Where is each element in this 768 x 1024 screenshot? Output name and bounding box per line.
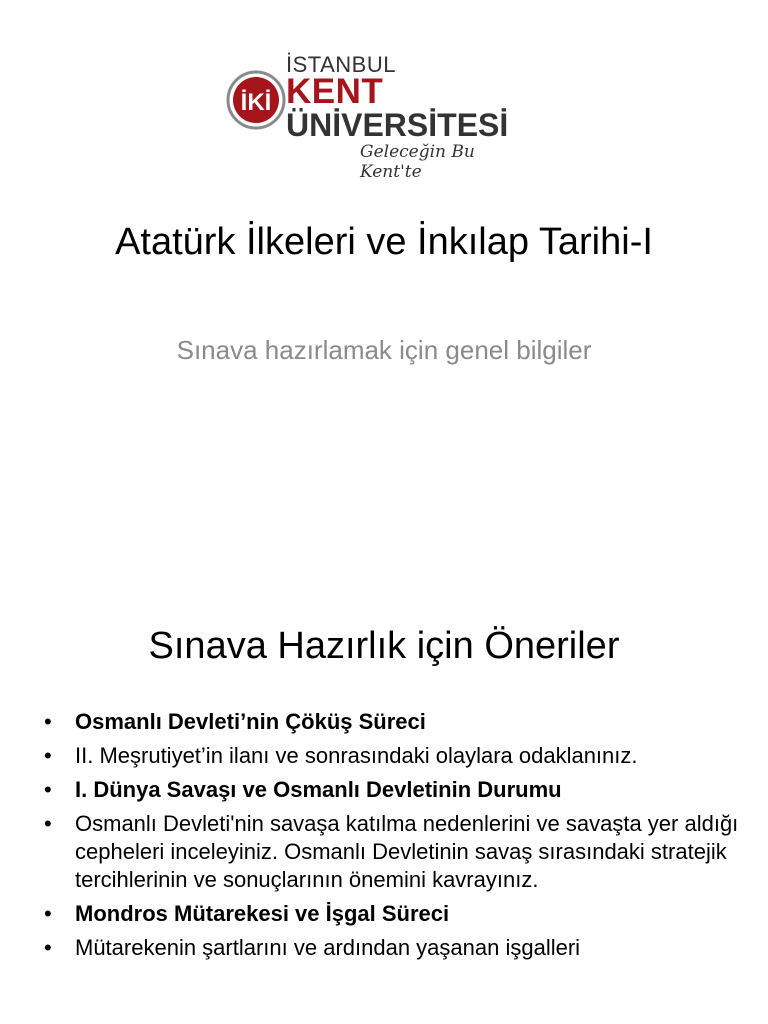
emblem-letters: İKİ [240,89,272,116]
list-item-text: Mondros Mütarekesi ve İşgal Süreci [75,901,450,926]
logo-kent-text: KENT [286,72,384,111]
list-item-text: Osmanlı Devleti'nin savaşa katılma nedenlerini ve savaşta yer aldığı cepheleri inceleyiniz. Osmanlı Devletinin savaş sırasındaki stratejik tercihlerinin ve sonuçlarının önemini kavrayınız. [75,811,739,892]
logo-city-text: İSTANBUL [286,52,396,77]
bullet-icon: • [44,743,52,768]
bullet-icon: • [44,811,52,836]
list-item-text: I. Dünya Savaşı ve Osmanlı Devletinin Durumu [75,777,562,802]
list-item [44,776,744,804]
recommendations-list [44,708,744,968]
slide-subtitle: Sınava hazırlamak için genel bilgiler [176,335,592,365]
list-item-text: Mütarekenin şartlarını ve ardından yaşanan işgalleri [75,935,581,960]
logo-university-text: ÜNİVERSİTESİ [286,107,509,143]
logo-tagline: Geleceğin Bu Kent'te [360,142,475,182]
list-item [44,934,744,962]
list-item [44,708,744,736]
bullet-icon: • [44,709,52,734]
list-item-text: Osmanlı Devleti’nin Çöküş Süreci [75,709,426,734]
recommendations-title: Sınava Hazırlık için Öneriler [148,625,620,667]
bullet-icon: • [44,777,52,802]
bullet-icon: • [44,901,52,926]
list-item [44,810,744,894]
list-item-text: II. Meşrutiyet’in ilanı ve sonrasındaki olaylara odaklanınız. [75,743,638,768]
list-item [44,900,744,928]
slide-title: Atatürk İlkeleri ve İnkılap Tarihi-I [115,221,653,263]
university-logo [224,52,514,182]
list-item [44,742,744,770]
bullet-icon: • [44,935,52,960]
